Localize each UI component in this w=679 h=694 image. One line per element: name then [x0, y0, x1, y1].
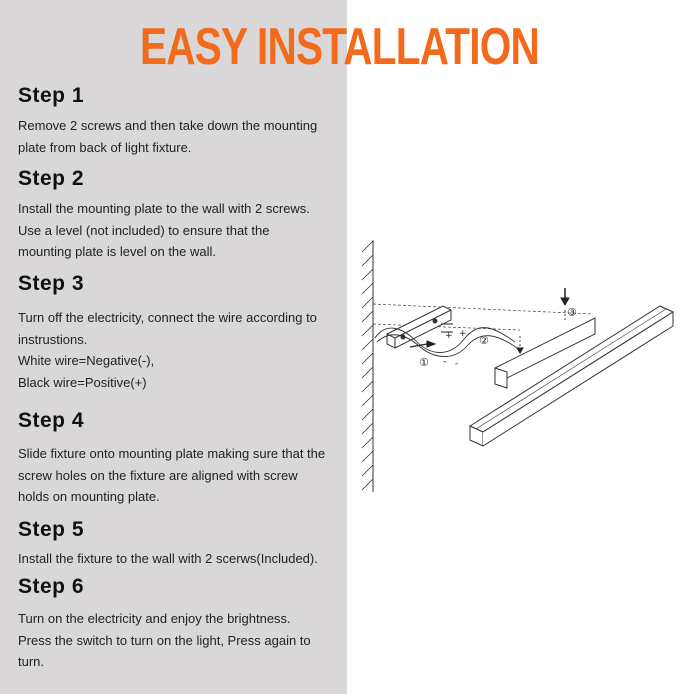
step-text-line: turn. — [18, 654, 45, 669]
step-heading: Step 2 — [18, 167, 85, 190]
wire-labels — [443, 329, 467, 369]
minus-label: - — [455, 359, 459, 369]
step-text-line: mounting plate is level on the wall. — [18, 244, 217, 259]
step-text-line: Use a level (not included) to ensure that the — [18, 222, 270, 238]
marker-3: ③ — [567, 306, 577, 319]
plus-label: + — [445, 331, 453, 341]
step-2 — [18, 166, 348, 263]
step-5 — [18, 517, 348, 570]
marker-2: ② — [479, 334, 489, 347]
step-text-line: screw holes on the fixture are aligned with screw — [18, 467, 298, 483]
plus-label: + — [459, 329, 467, 339]
step-text-line: holds on mounting plate. — [18, 489, 160, 504]
step-text-line: plate from back of light fixture. — [18, 139, 192, 155]
step-heading: Step 3 — [18, 272, 85, 295]
step-text-line: Remove 2 screws and then take down the mounting — [18, 118, 318, 133]
step-heading: Step 1 — [18, 84, 85, 107]
installation-diagram — [355, 238, 679, 500]
minus-label: - — [443, 357, 447, 367]
step-6 — [18, 574, 348, 673]
step-4 — [18, 408, 348, 508]
marker-1: ① — [419, 356, 429, 369]
mounting-plate — [387, 306, 451, 348]
page-title: EASY INSTALLATION — [139, 18, 540, 76]
step-3 — [18, 271, 348, 393]
wall — [362, 240, 373, 492]
step-text-line: instrustions. — [18, 331, 88, 347]
step-text-line: Install the mounting plate to the wall with 2 screws. — [18, 201, 310, 216]
step-text-line: Slide fixture onto mounting plate making sure that the — [18, 446, 326, 461]
step-heading: Step 5 — [18, 518, 85, 541]
step-text-line: Install the fixture to the wall with 2 scerws(Included). — [18, 551, 318, 566]
step-text-line: Turn off the electricity, connect the wire according to — [18, 310, 317, 325]
step-text-line: Turn on the electricity and enjoy the brightness. — [18, 611, 291, 626]
light-fixture — [470, 306, 673, 446]
step-1 — [18, 83, 348, 158]
step-text-line: Black wire=Positive(+) — [18, 374, 147, 390]
step-text-line: Press the switch to turn on the light, Press again to — [18, 632, 311, 648]
step-heading: Step 6 — [18, 575, 85, 598]
step-heading: Step 4 — [18, 409, 85, 432]
step-text-line: White wire=Negative(-), — [18, 353, 155, 368]
